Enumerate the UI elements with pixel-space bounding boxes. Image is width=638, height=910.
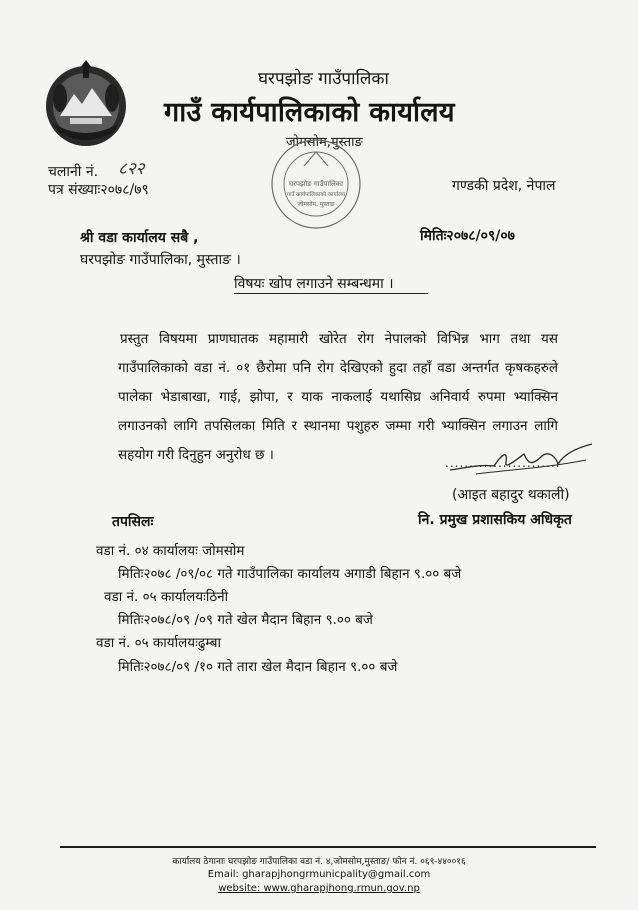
footer-website: website: www.gharapjhong.rmun.gov.np <box>218 883 420 894</box>
stamp-line-1: गाउँ कार्यपालिकाको कार्यालय <box>286 192 346 198</box>
schedule-ward-3: वडा नं. ०५ कार्यालयःढुम्बा <box>96 635 222 651</box>
office-title: गाउँ कार्यपालिकाको कार्यालय <box>164 97 455 128</box>
schedule-detail-1: मितिः२०७८ /०९/०८ गते गाउँपालिका कार्यालय अगाडी बिहान ९.०० बजे <box>118 566 462 582</box>
footer-address: कार्यालय ठेगानाः घरपझोङ गाउँपालिका वडा नं. ४,जोमसोम,मुस्ताङ/ फोन नं. ०६९-४४००१६ <box>172 857 466 867</box>
reference-number: पत्र संख्याः२०७८/७९ <box>48 182 149 198</box>
addressee-address: घरपझोङ गाउँपालिका, मुस्ताङ । <box>80 252 241 268</box>
letter-subject: विषयः खोप लगाउने सम्बन्धमा । <box>234 276 394 292</box>
addressee: श्री वडा कार्यालय सबै , <box>80 230 199 246</box>
footer-divider <box>60 846 596 848</box>
dispatch-label: चलानी नं. <box>48 164 99 180</box>
nepal-emblem-icon <box>40 58 132 150</box>
subject-underline <box>234 293 428 294</box>
signatory-name: (आइत बहादुर थकाली) <box>452 487 570 503</box>
stamp-line-2: जोमसोम, मुस्ताङ <box>297 201 335 208</box>
signatory-title: नि. प्रमुख प्रशासकिय अधिकृत <box>418 512 572 528</box>
letter-body: प्रस्तुत विषयमा प्राणघातक महामारी खोरेत रोग नेपालको विभिन्न भाग तथा यस गाउँपालिकाको वडा नं. ०१ छैरोमा पनि रोग देखिएको हुदा तहाँ वडा अन्तर्गत कृषकहरुले पालेका भेडाबाखा, गाई, झोपा, र याक नाकलाई यथासिघ्र अनिवार्य रुपमा भ्याक्सिन लगाउनको लागि तपसिलका मिति र स्थानमा पशुहरु जम्मा गरी भ्याक्सिन लगाउन लागि सहयोग गरी दिनुहुन अनुरोध छ । <box>118 331 558 463</box>
footer-email: Email: gharapjhongrmunicpality@gmail.com <box>207 869 431 880</box>
office-stamp <box>268 136 364 232</box>
schedule-detail-3: मितिः२०७८/०९ /१० गते तारा खेल मैदान बिहान ९.०० बजे <box>118 659 398 675</box>
schedule-ward-1: वडा नं. ०४ कार्यालयः जोमसोम <box>96 543 245 559</box>
province-label: गण्डकी प्रदेश, नेपाल <box>452 178 556 194</box>
schedule-label: तपसिलः <box>112 514 154 530</box>
dispatch-number: ८२२ <box>118 159 145 179</box>
schedule-detail-2: मितिः२०७८/०९ /०९ गते खेल मैदान बिहान ९.०० बजे <box>118 612 373 628</box>
municipality-name: घरपझोङ गाउँपालिका <box>258 69 389 89</box>
signature-line: ........................ <box>445 456 561 470</box>
schedule-ward-2: वडा नं. ०५ कार्यालयःठिनी <box>104 589 229 605</box>
stamp-ring-text: घरपझोङ गाउँपालिका <box>289 180 343 188</box>
letter-date: मितिः२०७८/०९/०७ <box>420 228 515 244</box>
office-address: जोमसोम,मुस्ताङ <box>286 135 363 150</box>
